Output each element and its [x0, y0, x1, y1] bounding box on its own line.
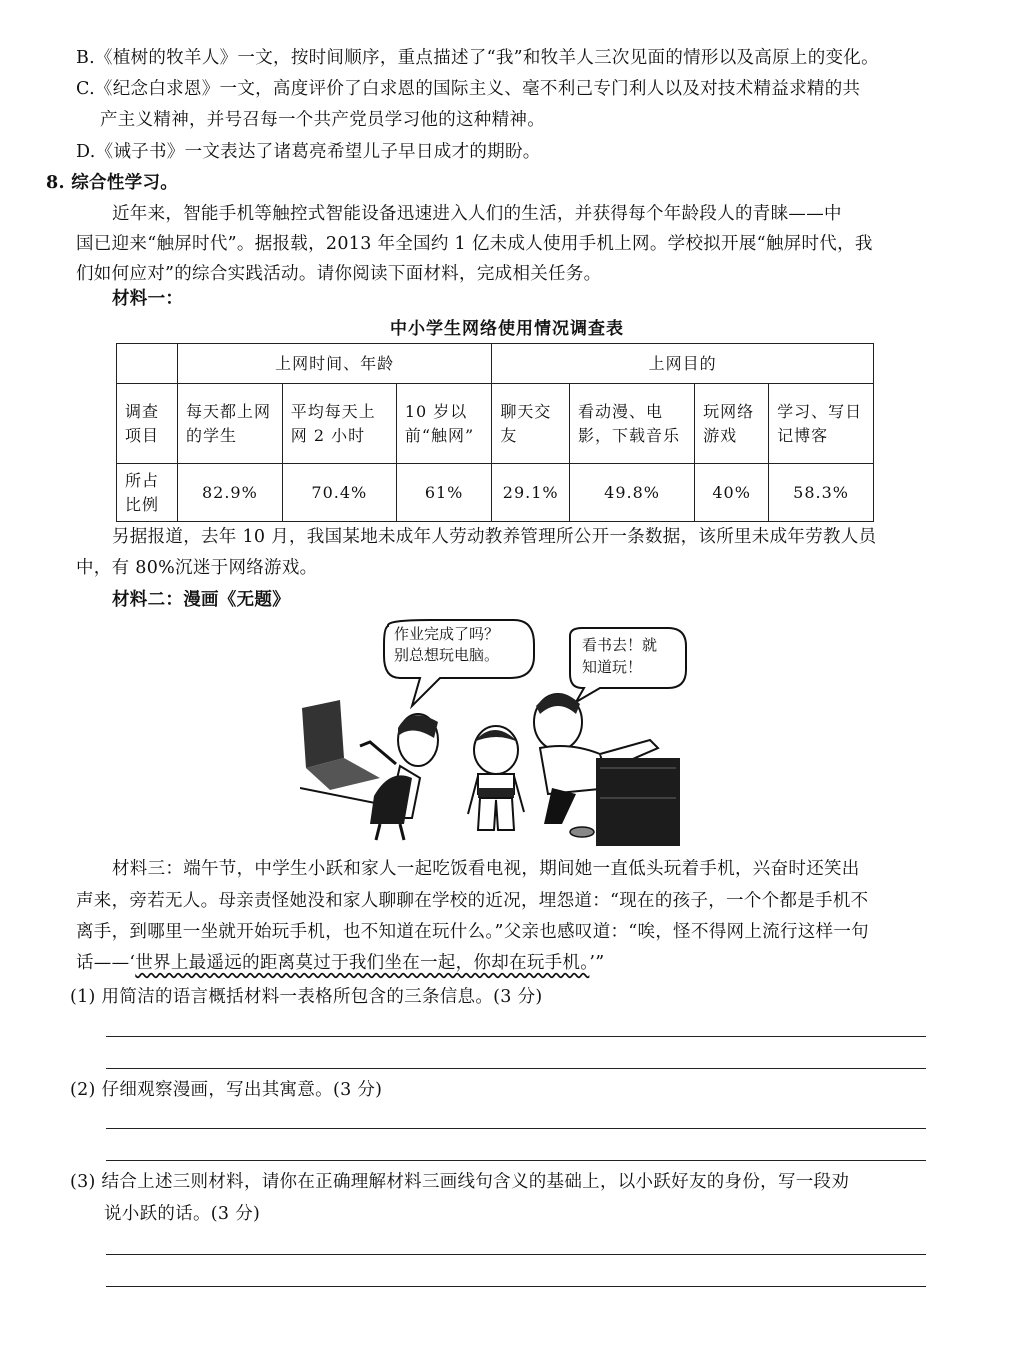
item-games: 玩网络游戏	[695, 384, 769, 464]
answer-line[interactable]	[106, 1068, 926, 1069]
report-line2: 中，有 80%沉迷于网络游戏。	[76, 558, 318, 578]
intro-line1: 近年来，智能手机等触控式智能设备迅速进入人们的生活，并获得每个年龄段人的青睐——中	[112, 204, 842, 224]
row-label-items: 调查项目	[117, 384, 178, 464]
sub-question-3-line1: (3) 结合上述三则材料，请你在正确理解材料三画线句含义的基础上，以小跃好友的身份，写一段劝	[70, 1172, 850, 1192]
material-2-label: 材料二：漫画《无题》	[112, 590, 290, 610]
sub-question-2: (2) 仔细观察漫画，写出其寓意。(3 分)	[70, 1080, 383, 1100]
bubble-father	[582, 634, 657, 678]
item-chat: 聊天交友	[492, 384, 570, 464]
bubble-mother-line2: 别总想玩电脑。	[394, 646, 500, 664]
item-anime-movies: 看动漫、电影，下载音乐	[570, 384, 695, 464]
option-c-line1: C.《纪念白求恩》一文，高度评价了白求恩的国际主义、毫不利己专门利人以及对技术精益求精的共	[76, 79, 861, 99]
item-two-hours: 平均每天上网 2 小时	[282, 384, 396, 464]
option-b: B.《植树的牧羊人》一文，按时间顺序，重点描述了“我”和牧羊人三次见面的情形以及高原上的变化。	[76, 48, 879, 68]
ratio-cell: 29.1%	[492, 464, 570, 522]
question-8-heading: 8. 综合性学习。	[46, 173, 179, 193]
answer-line[interactable]	[106, 1128, 926, 1129]
bubble-mother	[394, 624, 499, 666]
cartoon-illustration	[300, 618, 690, 848]
survey-table	[116, 343, 874, 522]
material-3-line4	[76, 951, 604, 975]
material-3-line2: 声来，旁若无人。母亲责怪她没和家人聊聊在学校的近况，埋怨道：“现在的孩子，一个个都是手机不	[76, 891, 869, 911]
report-line1: 另据报道，去年 10 月，我国某地未成年人劳动教养管理所公开一条数据，该所里未成年劳教人员	[112, 527, 877, 547]
sub-question-3-line2: 说小跃的话。(3 分)	[104, 1204, 261, 1224]
table-corner-cell	[117, 344, 178, 384]
bubble-father-line1: 看书去！就	[582, 636, 658, 654]
option-c-line2: 产主义精神，并号召每一个共产党员学习他的这种精神。	[100, 110, 545, 130]
intro-line2: 国已迎来“触屏时代”。据报载，2013 年全国约 1 亿未成人使用手机上网。学校拟开展“触屏时代，我	[76, 234, 873, 254]
quote-open: 话——‘	[76, 953, 136, 973]
group-header-time-age: 上网时间、年龄	[178, 344, 492, 384]
answer-line[interactable]	[106, 1160, 926, 1161]
answer-line[interactable]	[106, 1286, 926, 1287]
item-daily-online: 每天都上网的学生	[178, 384, 283, 464]
row-label-ratio: 所占比例	[117, 464, 178, 522]
ratio-cell: 58.3%	[769, 464, 874, 522]
group-header-purpose: 上网目的	[492, 344, 874, 384]
option-d: D.《诫子书》一文表达了诸葛亮希望儿子早日成才的期盼。	[76, 142, 541, 162]
item-before-ten: 10 岁以前“触网”	[396, 384, 492, 464]
ratio-cell: 49.8%	[570, 464, 695, 522]
ratio-cell: 70.4%	[282, 464, 396, 522]
ratio-cell: 82.9%	[178, 464, 283, 522]
underlined-sentence: 世界上最遥远的距离莫过于我们坐在一起，你却在玩手机。	[135, 953, 590, 973]
answer-line[interactable]	[106, 1254, 926, 1255]
material-3-line3: 离手，到哪里一坐就开始玩手机，也不知道在玩什么。”父亲也感叹道：“唉，怪不得网上流行这样一句	[76, 922, 869, 942]
quote-close: ’”	[589, 953, 605, 973]
bubble-father-line2: 知道玩！	[582, 658, 643, 676]
bubble-mother-line1: 作业完成了吗？	[394, 625, 500, 643]
answer-line[interactable]	[106, 1036, 926, 1037]
material-3-line1: 材料三：端午节，中学生小跃和家人一起吃饭看电视，期间她一直低头玩着手机，兴奋时还笑出	[112, 859, 860, 879]
ratio-cell: 61%	[396, 464, 492, 522]
ratio-cell: 40%	[695, 464, 769, 522]
sub-question-1: (1) 用简洁的语言概括材料一表格所包含的三条信息。(3 分)	[70, 987, 543, 1007]
intro-line3: 们如何应对”的综合实践活动。请你阅读下面材料，完成相关任务。	[76, 264, 602, 284]
table-title: 中小学生网络使用情况调查表	[390, 319, 624, 339]
item-study-blog: 学习、写日记博客	[769, 384, 874, 464]
material-1-label: 材料一：	[112, 289, 184, 309]
